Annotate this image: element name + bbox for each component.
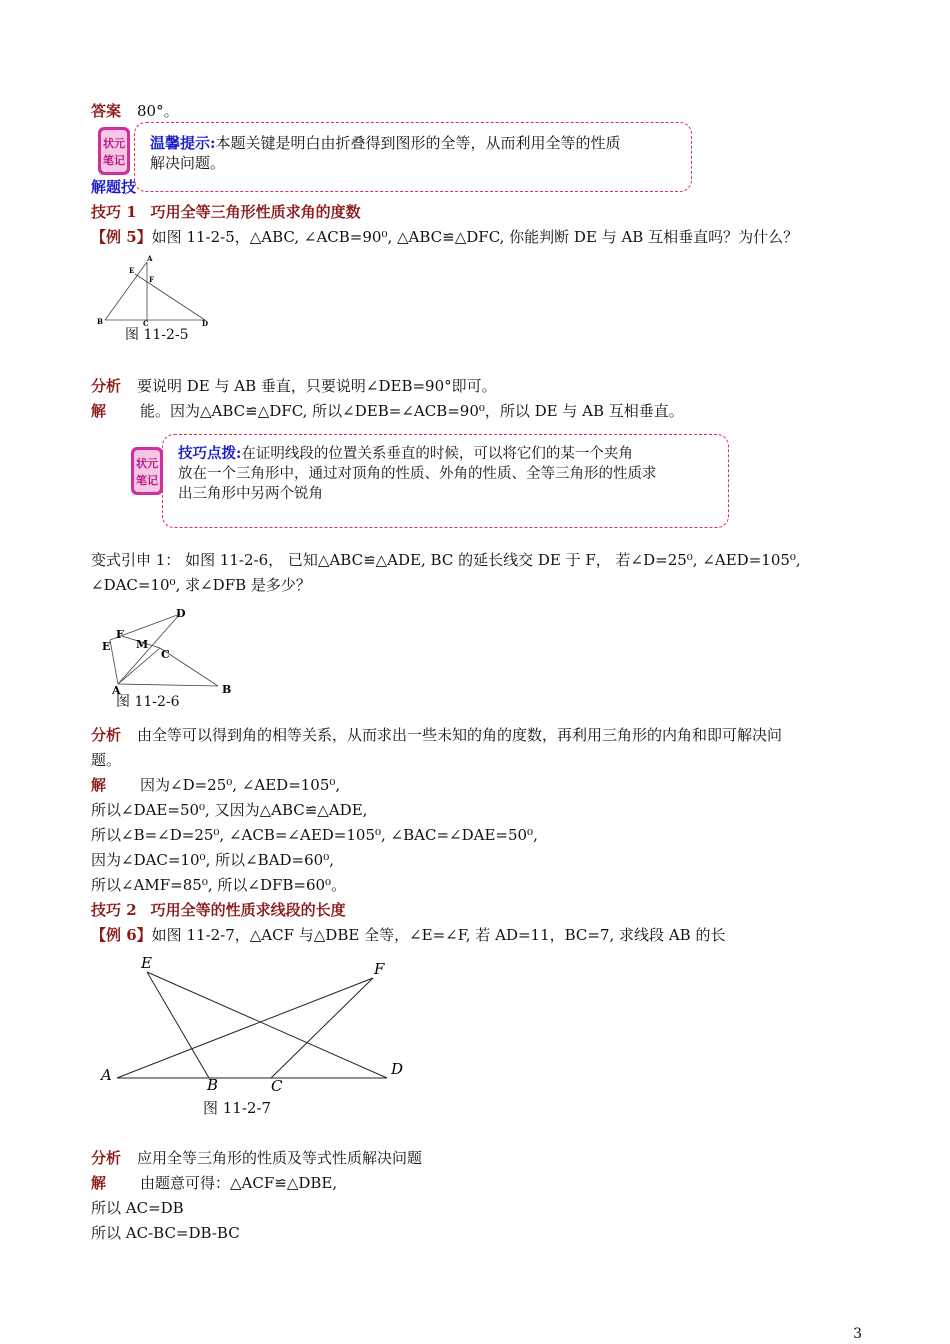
pt-E-3: E [141,954,152,972]
tip-2-text [178,444,657,504]
var-solution-line2: 所以∠DAE=50⁰, 又因为△ABC≌△ADE, [91,801,368,819]
solution-label: 解 [91,402,107,420]
section-heading: 解题技 [91,178,137,196]
ex6-solution-line2: 所以 AC=DB [91,1199,184,1217]
figure-11-2-5 [95,252,220,332]
tip-2-line3: 出三角形中另两个锐角 [178,486,323,502]
badge-icon-2 [130,446,164,496]
var-solution-line3: 所以∠B=∠D=25⁰, ∠ACB=∠AED=105⁰, ∠BAC=∠DAE=50⁰, [91,826,538,844]
analysis-label: 分析 [91,377,122,395]
tip-1-text [150,133,621,173]
ex6-label: 【例 6】 [91,926,152,944]
ex5-text: 如图 11-2-5，△ABC, ∠ACB=90⁰, △ABC≌△DFC, 你能判断 DE 与 AB 互相垂直吗？为什么？ [151,228,799,246]
tip-2-title: 技巧点拨: [178,445,242,462]
figure-11-2-6 [98,602,248,702]
pt-B: B [97,317,103,326]
var-analysis-text: 由全等可以得到角的相等关系，从而求出一些未知的角的度数，再利用三角形的内角和即可解决问 [137,726,783,744]
ex6-solution-label: 解 [91,1174,107,1192]
var-solution-line5: 所以∠AMF=85⁰, 所以∠DFB=60⁰。 [91,876,347,894]
pt-D-2: D [176,607,186,620]
figure-11-2-7 [95,950,415,1095]
pt-E-2: E [102,640,111,653]
pt-M-2: M [136,638,149,651]
pt-A-2: A [112,684,121,697]
tip-1-title: 温馨提示: [150,134,216,152]
tip-2-line2: 放在一个三角形中，通过对顶角的性质、外角的性质、全等三角形的性质求 [178,466,657,482]
tip-2-line1: 在证明线段的位置关系垂直的时候，可以将它们的某一个夹角 [241,446,633,462]
ex6-solution-line3: 所以 AC-BC=DB-BC [91,1224,240,1242]
variant-1-line1: 变式引申 1： 如图 11-2-6， 已知△ABC≌△ADE, BC 的延长线交 DE 于 F， 若∠D=25⁰, ∠AED=105⁰, [91,551,801,569]
pt-A-3: A [101,1066,112,1084]
pt-D-3: D [391,1060,404,1078]
ex5-label: 【例 5】 [91,228,152,246]
ex6-analysis-label: 分析 [91,1149,122,1167]
fig-caption-11-2-7: 图 11-2-7 [203,1099,272,1117]
var-solution-label: 解 [91,776,107,794]
skill-2-heading [91,900,346,920]
pt-A: A [147,254,153,263]
ex5-analysis [91,376,497,396]
skill-1-heading [91,202,361,222]
var-solution-line1: 解 因为∠D=25⁰, ∠AED=105⁰, [91,776,341,794]
var-analysis-label: 分析 [91,726,122,744]
svg-text:笔记: 笔记 [136,474,158,487]
var-solution-line4: 因为∠DAC=10⁰, 所以∠BAD=60⁰, [91,851,334,869]
ex6-line [91,925,725,945]
ex5-solution [91,401,684,421]
var-analysis-line2: 题。 [91,751,122,769]
pt-B-3: B [207,1076,219,1094]
skill-1-title: 巧用全等三角形性质求角的度数 [150,203,361,221]
fig-caption-11-2-5: 图 11-2-5 [125,327,189,343]
answer-label: 答案 [91,102,122,120]
pt-C-3: C [271,1077,283,1095]
pt-F-3: F [374,960,385,978]
page-number: 3 [853,1326,862,1342]
pt-C: C [143,319,149,328]
skill-2-label: 技巧 2 [91,901,137,919]
pt-D: D [202,319,209,328]
pt-F: F [149,275,154,284]
pt-F-2: F [116,628,124,641]
pt-B-2: B [222,683,232,696]
ex6-solution-line1: 解 由题意可得：△ACF≌△DBE, [91,1174,338,1192]
analysis-text: 要说明 DE 与 AB 垂直，只要说明∠DEB=90°即可。 [137,377,497,395]
tip-1-line1: 本题关键是明白由折叠得到图形的全等，从而利用全等的性质 [215,134,621,152]
variant-1-line2: ∠DAC=10⁰, 求∠DFB 是多少？ [91,576,311,594]
var-analysis-line1 [91,725,782,745]
ex6-analysis [91,1148,422,1168]
ex6-text: 如图 11-2-7，△ACF 与△DBE 全等，∠E=∠F, 若 AD=11，BC=7, 求线段 AB 的长 [151,926,726,944]
badge-icon [97,126,131,176]
ex5-line [91,227,798,247]
pt-C-2: C [161,648,170,661]
svg-text:状元: 状元 [136,457,158,470]
skill-1-label: 技巧 1 [91,203,137,221]
answer-text: 80°。 [137,102,179,120]
svg-text:状元: 状元 [103,137,125,150]
fig-caption-11-2-6: 图 11-2-6 [116,694,180,710]
solution-text: 能。因为△ABC≌△DFC, 所以∠DEB=∠ACB=90⁰，所以 DE 与 AB 互相垂直。 [140,402,684,420]
ex6-analysis-text: 应用全等三角形的性质及等式性质解决问题 [137,1149,423,1167]
svg-text:笔记: 笔记 [103,154,125,167]
pt-E: E [129,266,135,275]
skill-2-title: 巧用全等的性质求线段的长度 [150,901,346,919]
answer-line [91,101,179,121]
tip-1-line2: 解决问题。 [150,154,226,172]
